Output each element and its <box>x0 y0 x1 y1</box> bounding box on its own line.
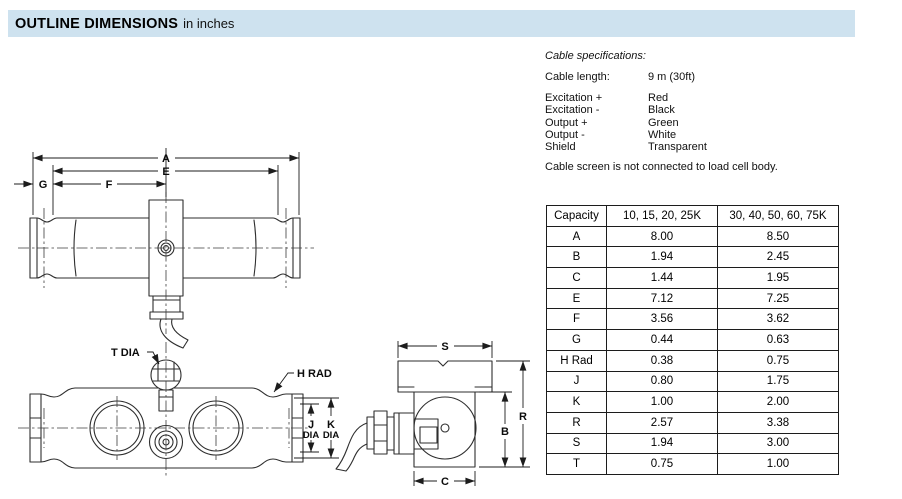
table-cell: J <box>547 371 607 392</box>
table-row <box>547 247 839 268</box>
cable-spec-row <box>545 92 897 104</box>
section-header <box>8 10 855 37</box>
cable-spec-value: Transparent <box>648 141 707 154</box>
dim-label-k: K <box>327 419 335 431</box>
dim-label-k-dia: DIA <box>322 430 340 441</box>
table-row <box>547 433 839 454</box>
table-cell: F <box>547 309 607 330</box>
dimensions-table <box>546 205 839 475</box>
table-row <box>547 454 839 475</box>
dimensions-table-body <box>547 226 839 474</box>
table-cell: 3.62 <box>718 309 839 330</box>
table-cell: 8.00 <box>607 226 718 247</box>
table-cell: E <box>547 288 607 309</box>
table-cell: 2.45 <box>718 247 839 268</box>
side-view-drawing <box>14 148 314 348</box>
table-cell: 0.80 <box>607 371 718 392</box>
dim-label-g: G <box>38 179 48 191</box>
table-cell: 0.63 <box>718 330 839 351</box>
table-cell: H Rad <box>547 350 607 371</box>
table-row <box>547 392 839 413</box>
table-row <box>547 371 839 392</box>
cable-spec-value: Green <box>648 116 679 129</box>
cable-spec-row <box>545 104 897 116</box>
cable-spec-label: Output + <box>545 116 588 129</box>
dim-label-r: R <box>519 411 527 423</box>
table-cell: 0.38 <box>607 350 718 371</box>
table-header-cell: Capacity <box>547 206 607 227</box>
table-row <box>547 412 839 433</box>
dim-label-s: S <box>441 341 449 353</box>
cable-spec-label: Excitation + <box>545 91 603 104</box>
cable-spec-row <box>545 117 897 129</box>
dim-label-e: E <box>162 166 170 178</box>
table-cell: 2.00 <box>718 392 839 413</box>
table-cell: 0.75 <box>607 454 718 475</box>
cable-spec-value: 9 m (30ft) <box>648 71 696 84</box>
table-cell: 1.00 <box>607 392 718 413</box>
table-cell: 7.25 <box>718 288 839 309</box>
cable-spec-label: Shield <box>545 141 576 154</box>
dimensions-table-head <box>547 206 839 227</box>
table-cell: C <box>547 268 607 289</box>
table-header-cell: 10, 15, 20, 25K <box>607 206 718 227</box>
cable-specifications <box>545 50 897 173</box>
cable-spec-label: Cable length: <box>545 71 610 84</box>
dim-label-j: J <box>307 419 315 431</box>
table-cell: B <box>547 247 607 268</box>
dim-label-c: C <box>441 476 449 488</box>
cable-spec-value: Black <box>648 104 675 117</box>
table-cell: 3.00 <box>718 433 839 454</box>
table-cell: R <box>547 412 607 433</box>
table-cell: 1.94 <box>607 247 718 268</box>
cable-specs-rows <box>545 71 897 153</box>
table-row <box>547 330 839 351</box>
table-cell: 1.00 <box>718 454 839 475</box>
table-header-row <box>547 206 839 227</box>
table-row <box>547 309 839 330</box>
outline-drawings <box>0 140 545 499</box>
table-cell: A <box>547 226 607 247</box>
cable-spec-value: White <box>648 129 677 142</box>
section-subtitle: in inches <box>183 16 235 31</box>
cable-specs-note: Cable screen is not connected to load cell body. <box>545 160 778 173</box>
table-cell: 7.12 <box>607 288 718 309</box>
table-cell: 3.56 <box>607 309 718 330</box>
cable-specs-heading: Cable specifications: <box>545 50 646 62</box>
table-row <box>547 288 839 309</box>
table-cell: 1.44 <box>607 268 718 289</box>
table-header-cell: 30, 40, 50, 60, 75K <box>718 206 839 227</box>
cable-spec-value: Red <box>648 91 669 104</box>
table-row <box>547 268 839 289</box>
table-row <box>547 226 839 247</box>
table-row <box>547 350 839 371</box>
table-cell: 1.95 <box>718 268 839 289</box>
table-cell: 1.94 <box>607 433 718 454</box>
table-cell: 0.44 <box>607 330 718 351</box>
dim-label-j-dia: DIA <box>302 430 320 441</box>
table-cell: K <box>547 392 607 413</box>
cable-spec-row <box>545 141 897 153</box>
dim-label-a: A <box>162 153 170 165</box>
table-cell: 3.38 <box>718 412 839 433</box>
cable-spec-label: Excitation - <box>545 104 600 117</box>
dim-label-f: F <box>105 179 113 191</box>
table-cell: 2.57 <box>607 412 718 433</box>
cable-spec-label: Output - <box>545 129 585 142</box>
section-title: OUTLINE DIMENSIONS <box>15 15 179 32</box>
table-cell: 0.75 <box>718 350 839 371</box>
table-cell: S <box>547 433 607 454</box>
cable-spec-row <box>545 71 897 83</box>
dim-label-b: B <box>501 426 509 438</box>
table-cell: 8.50 <box>718 226 839 247</box>
table-cell: G <box>547 330 607 351</box>
table-cell: T <box>547 454 607 475</box>
end-view-drawing <box>336 341 530 488</box>
top-view-drawing <box>18 342 339 477</box>
dim-label-h-rad: H RAD <box>297 368 332 380</box>
dim-label-t-dia: T DIA <box>111 347 140 359</box>
table-cell: 1.75 <box>718 371 839 392</box>
cable-spec-row <box>545 129 897 141</box>
